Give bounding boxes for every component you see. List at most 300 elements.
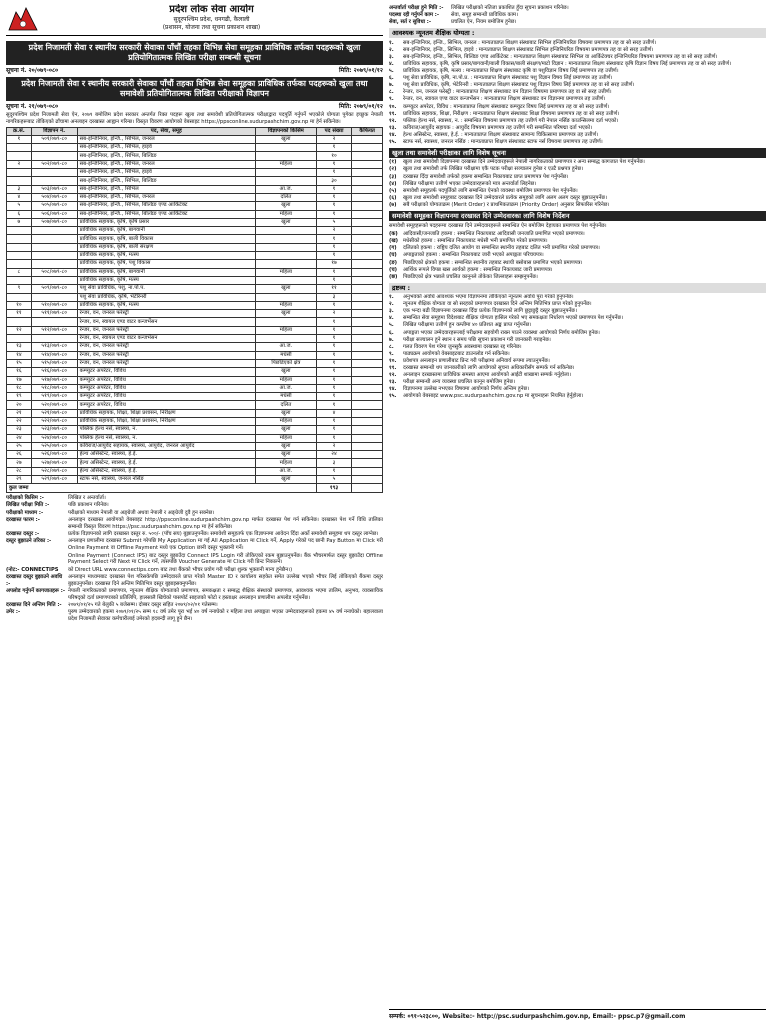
table-row — [7, 135, 383, 143]
list-item — [389, 322, 766, 329]
table-cell: १ — [316, 276, 351, 284]
list-item — [389, 139, 766, 146]
item-number: (च) — [389, 266, 398, 273]
item-number: २. — [389, 301, 394, 308]
list-item — [389, 111, 766, 118]
table-header-cell: पद, सेवा, समूह — [77, 127, 255, 135]
table-cell — [352, 335, 383, 343]
item-text: पिछडिएको क्षेत्रको हकमा : सम्बन्धित स्थानीय तहबाट स्थायी बसोबास प्रमाणित भएको प्रमाणपत्र। — [403, 259, 583, 266]
table-cell — [352, 376, 383, 384]
table-cell — [352, 152, 383, 160]
table-cell — [352, 260, 383, 268]
inclusive-title: समावेशी समूहका विज्ञापनमा दरखास्त दिने उम्मेदवारका लागि विशेष निर्देशन — [389, 211, 766, 221]
list-item — [389, 260, 766, 267]
table-row — [7, 417, 383, 425]
table-cell: खुला — [255, 426, 316, 434]
list-item — [389, 379, 766, 386]
table-cell: २ — [316, 227, 351, 235]
list-item — [389, 75, 766, 82]
list-item — [389, 344, 766, 351]
info-value: परीक्षाको माध्यम नेपाली वा अङ्ग्रेजी अथवा नेपाली र अङ्ग्रेजी दुवै हुन सक्नेछ। — [68, 509, 215, 516]
item-text: लिखित परीक्षामा उत्तीर्ण हुन कम्तीमा ४० प्रतिशत अङ्क प्राप्त गर्नुपर्नेछ। — [403, 322, 532, 329]
table-cell: १ — [316, 160, 351, 168]
table-cell: ५१३/०७९-८० — [31, 343, 77, 351]
item-text: खुला तथा समावेशी विज्ञापनमा दरखास्त दिने उम्मेदवारहरूले नेपाली नागरिकताको प्रमाणपत्र र अन्य सम्बद्ध कागजात पेश गर्नुपर्नेछ। — [403, 159, 645, 166]
info-row — [6, 609, 383, 623]
info-value: अनलाइन प्रणालीमा दरखास्त Submit गरेपछि My Application मा गई All Application मा Click गर्ने, Apply गरेको पद छानी Pay Button मा Click गरी Online Payment वा Offline Payment मध्ये एक Option छानी दस्तुर भुक्तानी गर्ने। — [68, 538, 383, 552]
item-text: कम्प्युटर अपरेटर, विविध : मान्यताप्राप्त शिक्षण संस्थाबाट कम्प्युटर विषय लिई प्रमाणपत्र तह वा सो सरह उत्तीर्ण। — [403, 103, 610, 110]
item-text: रेन्जर, वन, जनरल फरेस्ट्री : मान्यताप्राप्त शिक्षण संस्थाबाट वन विज्ञान विषयमा प्रमाणपत्र तह वा सो सरह उत्तीर्ण। — [403, 89, 612, 96]
list-item — [389, 174, 766, 181]
table-cell: प्राविधिक सहायक, शिक्षा, शिक्षा प्रशासन, निरीक्षण — [77, 409, 255, 417]
table-cell — [255, 144, 316, 152]
table-cell — [7, 276, 32, 284]
table-cell — [7, 169, 32, 177]
table-cell — [352, 409, 383, 417]
list-item — [389, 118, 766, 125]
table-cell — [352, 368, 383, 376]
table-cell: ११ — [316, 285, 351, 293]
table-cell: दलित — [255, 193, 316, 201]
table-cell: ३ — [316, 459, 351, 467]
table-row — [7, 210, 383, 218]
table-cell: प्राविधिक सहायक, कृषि, बाली विकास — [77, 235, 255, 243]
table-cell: हेल्थ असिस्टेन्ट, स्वास्थ्य, हे.ई. — [77, 459, 255, 467]
item-text: पब्लिक हेल्थ नर्स, स्वास्थ्य, न. : सम्बन्धित विषयमा प्रमाणपत्र तह उत्तीर्ण गरी नेपाल नर्सिङ काउन्सिलमा दर्ता भएको। — [403, 117, 619, 124]
table-cell: ५०८/०७९-८० — [31, 268, 77, 276]
table-cell: १ — [316, 384, 351, 392]
table-cell — [352, 243, 383, 251]
table-cell: प्राविधिक सहायक, कृषि, पशु विकास — [77, 260, 255, 268]
table-cell: खुला — [255, 218, 316, 226]
info-key — [6, 553, 68, 567]
table-cell: मधेसी — [255, 393, 316, 401]
table-cell — [255, 293, 316, 301]
item-number: १५. — [389, 393, 397, 400]
table-cell: महिला — [255, 434, 316, 442]
item-text: खुला तथा समावेशी तर्फ लिखित परीक्षामा एकै पटक परीक्षा सञ्चालन हुनेछ र एउटै प्रश्नपत्र हुनेछ। — [403, 166, 584, 173]
open-special-list — [389, 159, 766, 209]
item-text: सब-इन्जिनियर, इन्जि., सिभिल, बिल्डिङ एण्ड आर्किटेक्ट : मान्यताप्राप्त शिक्षण संस्थाबाट सिभिल वा आर्किटेक्चर इन्जिनियरिङ विषयमा प्रमाणपत्र तह वा सो सरह उत्तीर्ण। — [403, 53, 718, 60]
table-cell: १ — [316, 359, 351, 367]
table-row — [7, 476, 383, 484]
table-cell — [352, 393, 383, 401]
item-text: विज्ञापनमा उल्लेख नभएका विषयमा आयोगको निर्णय अन्तिम हुनेछ। — [403, 386, 530, 393]
table-row — [7, 193, 383, 201]
table-cell — [31, 235, 77, 243]
table-cell: प्राविधिक सहायक, कृषि, बाली संरक्षण — [77, 243, 255, 251]
table-cell — [352, 210, 383, 218]
table-cell: २ — [7, 160, 32, 168]
table-row — [7, 351, 383, 359]
table-cell — [255, 318, 316, 326]
table-cell: १ — [316, 351, 351, 359]
table-cell: कम्प्युटर अपरेटर, विविध — [77, 368, 255, 376]
table-cell: १ — [316, 426, 351, 434]
info-key: उमेर :- — [6, 609, 21, 616]
list-item — [389, 68, 766, 75]
table-cell: १ — [316, 268, 351, 276]
table-cell — [255, 235, 316, 243]
table-cell — [352, 417, 383, 425]
table-cell: खुला — [255, 202, 316, 210]
table-cell: हेल्थ असिस्टेन्ट, स्वास्थ्य, हे.ई. — [77, 467, 255, 475]
table-cell: प्राविधिक सहायक, कृषि, मत्स्य — [77, 252, 255, 260]
table-cell — [255, 169, 316, 177]
table-cell: सब-इन्जिनियर, इन्जि., सिभिल, जनरल — [77, 135, 255, 143]
item-number: १२. — [389, 117, 397, 124]
table-cell: ५२३/०७९-८० — [31, 426, 77, 434]
table-cell — [352, 285, 383, 293]
notice1-banner: प्रदेश निजामती सेवा र स्थानीय सरकारी सेवाका पाँचौं तहका विभिन्न सेवा समूहका प्राविधिक तर्फका पदहरूको खुला प्रतियोगितात्मक लिखित परीक्षा सम्बन्धी सूचना — [6, 41, 383, 65]
total-label: कुल जम्मा — [7, 484, 317, 492]
table-cell — [31, 243, 77, 251]
table-cell: ४ — [316, 409, 351, 417]
table-cell — [352, 276, 383, 284]
info-value: अनलाइन दरखास्त आयोगको वेबसाइट http://ppsconline.sudurpashchim.gov.np मार्फत दरखास्त पेश गर्न सकिनेछ। दरखास्त पेश गर्ने विधि तालिका सम्बन्धी विस्तृत विवरण https://psc.sudurpashchim.gov.np मा हेर्न सकिनेछ। — [68, 517, 383, 530]
item-number: ५. — [389, 68, 394, 75]
table-cell: मधेसी — [255, 351, 316, 359]
item-number: ११. — [389, 365, 397, 372]
item-number: ५. — [389, 322, 394, 329]
table-row — [7, 235, 383, 243]
item-text: दरखास्त सम्बन्धी थप जानकारीको लागि आयोगको सूचना अधिकारीसँग सम्पर्क गर्न सकिनेछ। — [403, 365, 575, 372]
table-row — [7, 160, 383, 168]
item-number: (ख) — [389, 238, 398, 245]
list-item — [389, 188, 766, 195]
table-cell — [7, 235, 32, 243]
table-cell: ५१४/०७९-८० — [31, 351, 77, 359]
table-cell: प्राविधिक सहायक, कृषि, बागवानी — [77, 227, 255, 235]
table-cell: प्राविधिक सहायक, कृषि, मत्स्य — [77, 276, 255, 284]
table-row — [7, 227, 383, 235]
table-row — [7, 268, 383, 276]
table-cell: महिला — [255, 326, 316, 334]
table-cell: १ — [7, 135, 32, 143]
info-key: सेवा, सर्त र सुविधा :- — [389, 19, 432, 26]
table-cell: १ — [316, 243, 351, 251]
table-cell: ५०९/०७९-८० — [31, 285, 77, 293]
table-cell: आ.ज. — [255, 185, 316, 193]
info-key: दरखास्त फारम :- — [6, 517, 40, 524]
table-cell: ५२७/०७९-८० — [31, 459, 77, 467]
table-cell — [31, 276, 77, 284]
table-row — [7, 343, 383, 351]
table-cell: १ — [316, 185, 351, 193]
table-cell: २६ — [7, 451, 32, 459]
table-cell: कम्प्युटर अपरेटर, विविध — [77, 376, 255, 384]
province-line: सुदूरपश्चिम प्रदेश, धनगढी, कैलाली — [173, 16, 250, 23]
page-header — [6, 4, 383, 36]
table-cell — [7, 152, 32, 160]
table-cell: ५२६/०७९-८० — [31, 451, 77, 459]
list-item — [389, 40, 766, 47]
table-cell — [31, 293, 77, 301]
item-text: पाठ्यक्रम आयोगको वेबसाइटबाट डाउनलोड गर्न सकिनेछ। — [403, 350, 510, 357]
info-row — [6, 574, 383, 588]
table-cell — [352, 476, 383, 484]
list-item — [389, 274, 766, 281]
table-cell: प्राविधिक सहायक, कृषि, कृषि प्रसार — [77, 218, 255, 226]
table-row — [7, 202, 383, 210]
table-cell: १ — [316, 169, 351, 177]
table-cell: पशु सेवा प्राविधिक, कृषि, भेटेरिनरी — [77, 293, 255, 301]
item-number: १३. — [389, 379, 397, 386]
info-key: अन्तर्वार्ता परीक्षा हुने मिति :- — [389, 4, 444, 11]
table-cell: कविराज/आयुर्वेद सहायक, स्वास्थ्य, आयुर्वेद, जनरल आयुर्वेद — [77, 442, 255, 450]
table-row — [7, 409, 383, 417]
table-row — [7, 384, 383, 392]
table-cell: १ — [316, 434, 351, 442]
item-number: ८. — [389, 89, 394, 96]
item-number: ४. — [389, 315, 394, 322]
table-cell: ५०३/०७९-८० — [31, 185, 77, 193]
item-text: पशु सेवा प्राविधिक, कृषि, ना.पो.प्र. : मान्यताप्राप्त शिक्षण संस्थाबाट पशु विज्ञान विषय लिई प्रमाणपत्र तह उत्तीर्ण। — [403, 75, 613, 82]
table-row — [7, 301, 383, 309]
table-cell: २४ — [7, 434, 32, 442]
section-line: (प्रशासन, योजना तथा सूचना प्रकाशन शाखा) — [162, 24, 261, 31]
list-item — [389, 365, 766, 372]
table-row — [7, 376, 383, 384]
table-header-cell: विज्ञापन नं. — [31, 127, 77, 135]
info-value: Online Payment (Connect IPS) बाट दस्तुर बुझाउँदा Connect IPS Login गरी तोकिएको रकम बुझाउनुपर्नेछ। बैंक भौचरमार्फत दस्तुर बुझाउँदा Offline Payment Select गरी Next मा Click गर्ने, त्यसपछि Voucher Generate मा Click गरी प्रिन्ट निकाल्ने। — [68, 552, 383, 566]
item-text: कविराज/आयुर्वेद सहायक : आयुर्वेद विषयमा प्रमाणपत्र तह उत्तीर्ण गरी सम्बन्धित परिषद्मा दर्ता भएको। — [403, 124, 593, 131]
table-row — [7, 276, 383, 284]
table-header-cell: विज्ञापनको किसिम — [255, 127, 316, 135]
table-cell: प्राविधिक सहायक, शिक्षा, शिक्षा प्रशासन, निरीक्षण — [77, 417, 255, 425]
table-cell — [352, 169, 383, 177]
table-cell: सब-इन्जिनियर, इन्जि., सिभिल — [77, 185, 255, 193]
table-header-cell: क्र.सं. — [7, 127, 32, 135]
table-cell: १ — [316, 144, 351, 152]
left-column — [6, 4, 383, 1020]
table-cell — [352, 326, 383, 334]
info-value: लिखित परीक्षाको नतिजा प्रकाशित हुँदा सूचना प्रकाशन गरिनेछ। — [451, 4, 569, 11]
table-header-cell: कैफियत — [352, 127, 383, 135]
table-cell — [352, 268, 383, 276]
table-cell: ५०२/०७९-८० — [31, 160, 77, 168]
item-number: १५. — [389, 139, 397, 145]
table-cell: २ — [316, 135, 351, 143]
table-cell: १ — [316, 335, 351, 343]
item-text: न्यूनतम शैक्षिक योग्यता वा सो सरहको प्रमाणपत्र दरखास्त दिने अन्तिम मितिभित्र प्राप्त गरेको हुनुपर्नेछ। — [403, 301, 592, 308]
total-value: १९३ — [316, 484, 351, 492]
table-cell: प्राविधिक सहायक, कृषि, बागवानी — [77, 268, 255, 276]
list-item — [389, 267, 766, 274]
table-cell: ९ — [7, 285, 32, 293]
item-number: ११. — [389, 110, 397, 117]
table-cell — [255, 335, 316, 343]
item-text: अपाङ्गताको हकमा : सम्बन्धित निकायबाट जारी भएको अपाङ्गता परिचयपत्र। — [403, 252, 544, 259]
table-cell: १ — [316, 252, 351, 260]
table-cell: रेन्जर, वन, जनरल फरेस्ट्री — [77, 310, 255, 318]
table-row — [7, 152, 383, 160]
table-cell — [352, 359, 383, 367]
table-cell: १ — [316, 467, 351, 475]
table-cell — [7, 252, 32, 260]
info-key: दरखास्त दिने अन्तिम मिति :- — [6, 602, 62, 609]
table-cell — [255, 227, 316, 235]
table-cell: २१ — [7, 409, 32, 417]
table-cell — [352, 185, 383, 193]
item-text: अनुभवको अवधि आवश्यक भएमा विज्ञापनमा तोकिएको न्यूनतम अवधि पूरा गरेको हुनुपर्नेछ। — [403, 294, 574, 301]
table-cell: पब्लिक हेल्थ नर्स, स्वास्थ्य, न. — [77, 426, 255, 434]
item-text: परीक्षा सञ्चालन हुने स्थान र समय पछि सूचना प्रकाशन गरी जानकारी गराइनेछ। — [403, 336, 551, 343]
table-cell: महिला — [255, 160, 316, 168]
table-cell: रेन्जर, वन, जनरल फरेस्ट्री — [77, 359, 255, 367]
item-number: (५) — [389, 187, 397, 194]
table-cell: १ — [316, 417, 351, 425]
table-cell: १ — [316, 202, 351, 210]
info-row — [6, 502, 383, 509]
item-text: अनलाइन दरखास्तमा प्राविधिक समस्या आएमा आयोगको आईटी शाखामा सम्पर्क गर्नुहोला। — [403, 372, 571, 379]
table-cell: १५ — [7, 359, 32, 367]
table-cell — [352, 451, 383, 459]
table-cell — [352, 467, 383, 475]
table-cell: ५ — [316, 218, 351, 226]
table-cell: महिला — [255, 268, 316, 276]
table-cell: ५ — [7, 202, 32, 210]
info-value: नेपाली नागरिकताको प्रमाणपत्र, न्यूनतम शैक्षिक योग्यताको प्रमाणपत्र, समकक्षता र सम्बद्ध शैक्षिक संस्थाको प्रमाणपत्र, आवश्यक भएमा तालिम, अनुभव, व्यवसायिक परिषद्को दर्ता प्रमाणपत्रको प्रतिलिपि, हालसालै खिचेको पासपोर्ट साइजको फोटो र हस्ताक्षर अनलाइन प्रणालीमा अपलोड गर्नुपर्नेछ। — [68, 588, 383, 601]
table-cell: आ.ज. — [255, 384, 316, 392]
item-number: (१) — [389, 159, 397, 166]
list-item — [389, 202, 766, 209]
table-cell: ५१२/०७९-८० — [31, 326, 77, 334]
item-number: २. — [389, 46, 394, 53]
vacancy-table — [6, 127, 383, 493]
table-cell — [31, 177, 77, 185]
table-row — [7, 177, 383, 185]
table-cell: ५२८/०७९-८० — [31, 467, 77, 475]
table-cell: ५२०/०७९-८० — [31, 401, 77, 409]
table-cell — [7, 177, 32, 185]
item-number: १०. — [389, 103, 397, 110]
table-cell: सब-इन्जिनियर, इन्जि., सिभिल, जनरल — [77, 193, 255, 201]
list-item — [389, 301, 766, 308]
table-cell — [352, 160, 383, 168]
table-cell — [7, 335, 32, 343]
table-cell: ३ — [7, 185, 32, 193]
table-cell — [352, 252, 383, 260]
table-cell: रेन्जर, वन, स्वायल एण्ड वाटर कन्जर्भेसन — [77, 335, 255, 343]
list-item — [389, 372, 766, 379]
table-cell: कम्प्युटर अपरेटर, विविध — [77, 393, 255, 401]
table-cell: १७ — [316, 260, 351, 268]
info-value: २०७९/०१/२५ गते बेलुकी ५ बजेसम्म। दोब्बर दस्तुर सहित २०७९/०२/०१ गतेसम्म। — [68, 602, 218, 609]
list-item — [389, 337, 766, 344]
table-cell — [352, 351, 383, 359]
notice2-date: मिति: २०७९/०१/१२ — [339, 103, 383, 110]
table-row — [7, 169, 383, 177]
table-row — [7, 293, 383, 301]
table-cell: प्राविधिक सहायक, कृषि, मत्स्य — [77, 301, 255, 309]
inclusive-list — [389, 231, 766, 281]
table-cell — [352, 227, 383, 235]
table-cell: ५११/०७९-८० — [31, 310, 77, 318]
table-cell: ५१०/०७९-८० — [31, 301, 77, 309]
left-info-section — [6, 495, 383, 624]
table-cell: १ — [316, 210, 351, 218]
table-cell — [352, 177, 383, 185]
item-number: (ग) — [389, 245, 397, 252]
info-row — [6, 538, 383, 552]
info-key: अपलोड गर्नुपर्ने कागजातहरू :- — [6, 588, 65, 595]
table-cell: रेन्जर, वन, स्वायल एण्ड वाटर कन्जर्भेसन — [77, 318, 255, 326]
table-cell: ५२५/०७९-८० — [31, 442, 77, 450]
table-cell — [7, 227, 32, 235]
table-cell — [352, 135, 383, 143]
item-number: (ङ) — [389, 259, 398, 266]
table-cell: २ — [316, 310, 351, 318]
notice2-meta — [6, 103, 383, 111]
item-text: आयोगको वेबसाइट www.psc.sudurpashchim.gov.np मा सूचनाहरू नियमित हेर्नुहोला। — [403, 393, 584, 400]
table-row — [7, 310, 383, 318]
table-cell — [352, 293, 383, 301]
table-header-cell: पद संख्या — [316, 127, 351, 135]
table-row — [7, 218, 383, 226]
item-number: ८. — [389, 343, 394, 350]
table-cell: खुला — [255, 476, 316, 484]
table-cell: कम्प्युटर अपरेटर, विविध — [77, 401, 255, 409]
info-row — [6, 602, 383, 609]
item-text: लिखित परीक्षामा उत्तीर्ण भएका उम्मेदवारहरूको मात्र अन्तर्वार्ता लिइनेछ। — [403, 180, 537, 187]
list-item — [389, 125, 766, 132]
table-cell: खुला — [255, 135, 316, 143]
item-number: ३. — [389, 308, 394, 315]
table-cell: १ — [316, 326, 351, 334]
table-cell: ५०६/०७९-८० — [31, 210, 77, 218]
table-row — [7, 243, 383, 251]
info-key: दरखास्त दस्तुर बुझाउने अवधि :- — [6, 573, 63, 587]
right-column — [389, 4, 766, 1020]
table-cell: पिछडिएको क्षेत्र — [255, 359, 316, 367]
item-text: सब-इन्जिनियर, इन्जि., सिभिल, हाइवे : मान्यताप्राप्त शिक्षण संस्थाबाट सिभिल इन्जिनियरिङ विषयमा प्रमाणपत्र तह वा सो सरह उत्तीर्ण। — [403, 46, 654, 53]
table-cell — [352, 384, 383, 392]
item-number: १४. — [389, 131, 397, 138]
item-text: प्रवेशपत्र अनलाइन प्रणालीबाट प्रिन्ट गरी परीक्षामा अनिवार्य रूपमा ल्याउनुपर्नेछ। — [403, 357, 550, 364]
notice2-intro: सुदूरपश्चिम प्रदेश निजामती सेवा ऐन, २०७९ बमोजिम प्रदेश सरकार अन्तर्गत रिक्त पदहरू खुला तथा समावेशी प्रतियोगितात्मक परीक्षाद्वारा पदपूर्ति गर्नुपर्ने भएकोले योग्यता पुगेका इच्छुक नेपाली नागरिकहरूबाट तोकिएको ढाँचामा अनलाइन दरखास्त आह्वान गरिन्छ। विस्तृत विवरण आयोगको वेबसाइट https://ppsconline.sudurpashchim.gov.np मा हेर्न सकिनेछ। — [6, 112, 383, 125]
item-number: १०. — [389, 357, 397, 364]
item-text: दरखास्त दिँदा समावेशी तर्फको हकमा सम्बन्धित निकायबाट प्राप्त प्रमाणपत्र पेश गर्नुपर्नेछ। — [403, 173, 569, 180]
table-cell — [31, 252, 77, 260]
info-value: पछि प्रकाशन गरिनेछ। — [68, 502, 109, 509]
table-cell: २० — [7, 401, 32, 409]
table-cell: १० — [7, 301, 32, 309]
item-text: खुला तथा समावेशी समूहबाट दरखास्त दिने उम्मेदवारले प्रत्येक समूहको लागि अलग अलग दस्तुर बुझाउनुपर्नेछ। — [403, 194, 607, 201]
table-cell: २ — [316, 442, 351, 450]
qualification-title: आवश्यक न्यूनतम शैक्षिक योग्यता : — [389, 28, 766, 38]
table-cell: २५ — [7, 442, 32, 450]
table-cell: २४ — [316, 451, 351, 459]
table-cell: पशु सेवा प्राविधिक, पशु, ना.पो.प. — [77, 285, 255, 293]
table-cell: स्टाफ नर्स, स्वास्थ्य, जनरल नर्सिङ — [77, 476, 255, 484]
notice2-banner: प्रदेश निजामती सेवा र स्थानीय सरकारी सेवाका पाँचौं तहका विभिन्न सेवा समूहका प्राविधिक तर्फका पदहरूको खुला तथा समावेशी प्रतियोगितात्मक लिखित परीक्षाको विज्ञापन — [6, 77, 383, 101]
item-text: पशु सेवा प्राविधिक, कृषि, भेटेरिनरी : मान्यताप्राप्त शिक्षण संस्थाबाट पशु विज्ञान विषय लिई प्रमाणपत्र तह वा सो सरह उत्तीर्ण। — [403, 82, 635, 89]
table-cell: खुला — [255, 409, 316, 417]
info-row — [6, 510, 383, 517]
item-number: १. — [389, 39, 394, 46]
item-number: ६. — [389, 329, 394, 336]
info-key: लिखित परीक्षा मिति :- — [6, 502, 50, 509]
table-cell — [7, 144, 32, 152]
table-cell: खुला — [255, 451, 316, 459]
info-key: परीक्षाको किसिम :- — [6, 495, 44, 502]
item-text: एक भन्दा बढी विज्ञापनमा दरखास्त दिँदा प्रत्येक विज्ञापनको लागि छुट्टाछुट्टै दस्तुर बुझाउनुपर्नेछ। — [403, 308, 577, 315]
table-cell — [352, 144, 383, 152]
table-cell: रेन्जर, वन, जनरल फरेस्ट्री — [77, 326, 255, 334]
table-cell: १ — [316, 235, 351, 243]
table-cell: दलित — [255, 401, 316, 409]
